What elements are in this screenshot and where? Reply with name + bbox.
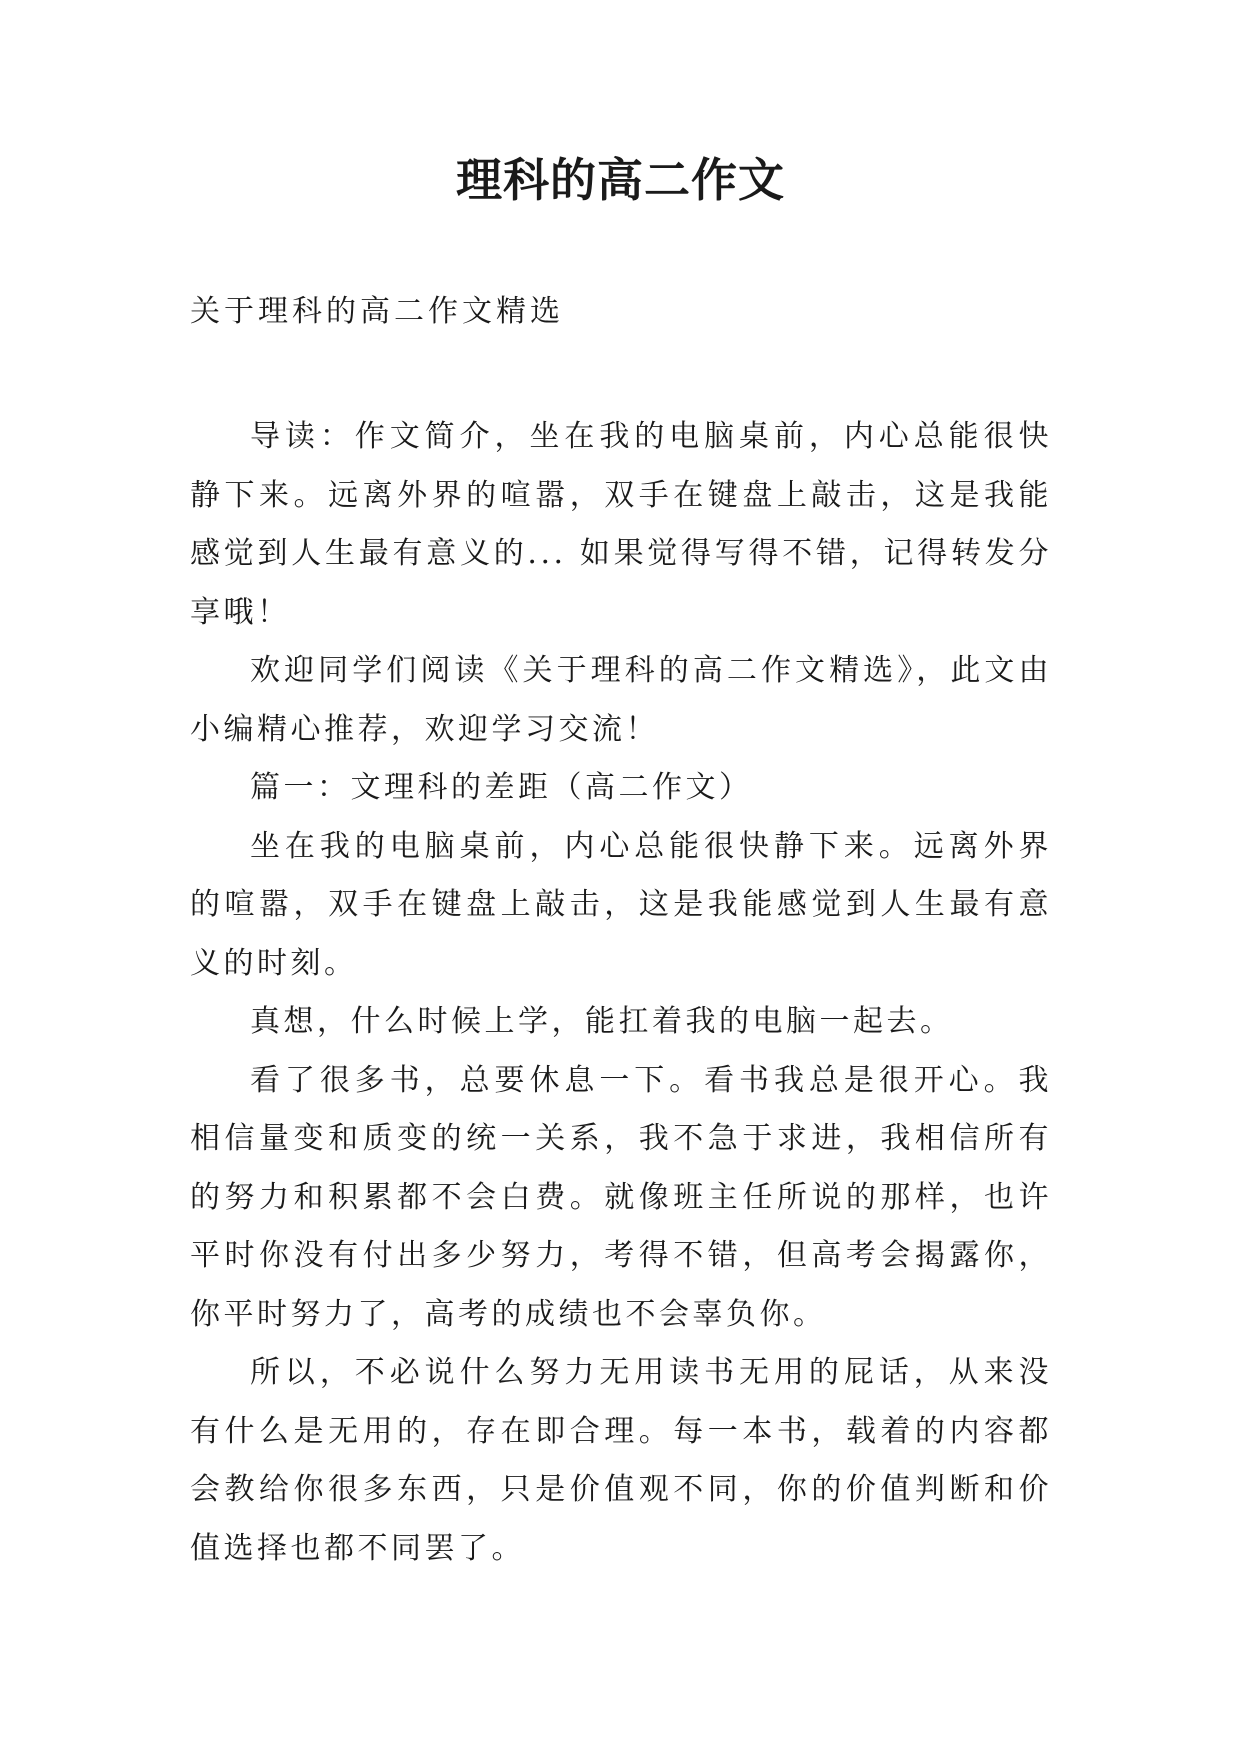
section-heading: 篇一：文理科的差距（高二作文）	[250, 770, 753, 805]
paragraph-welcome: 欢迎同学们阅读《关于理科的高二作文精选》，此文由小编精心推荐，欢迎学习交流！	[190, 653, 1052, 747]
document-body	[190, 408, 1052, 1578]
paragraph-intro: 导读：作文简介，坐在我的电脑桌前，内心总能很快静下来。远离外界的喧嚣，双手在键盘上敲击，这是我能感觉到人生最有意义的... 如果觉得写得不错，记得转发分享哦！	[190, 419, 1052, 630]
document-subtitle: 关于理科的高二作文精选	[190, 294, 564, 329]
paragraph: 所以，不必说什么努力无用读书无用的屁话，从来没有什么是无用的，存在即合理。每一本书，载着的内容都会教给你很多东西，只是价值观不同，你的价值判断和价值选择也都不同罢了。	[190, 1355, 1052, 1566]
document-title: 理科的高二作文	[456, 153, 785, 207]
paragraph: 看了很多书，总要休息一下。看书我总是很开心。我相信量变和质变的统一关系，我不急于求进，我相信所有的努力和积累都不会白费。就像班主任所说的那样，也许平时你没有付出多少努力，考得不错，但高考会揭露你，你平时努力了，高考的成绩也不会辜负你。	[190, 1062, 1052, 1332]
paragraph: 坐在我的电脑桌前，内心总能很快静下来。远离外界的喧嚣，双手在键盘上敲击，这是我能感觉到人生最有意义的时刻。	[190, 828, 1052, 981]
paragraph: 真想，什么时候上学，能扛着我的电脑一起去。	[250, 1004, 954, 1039]
